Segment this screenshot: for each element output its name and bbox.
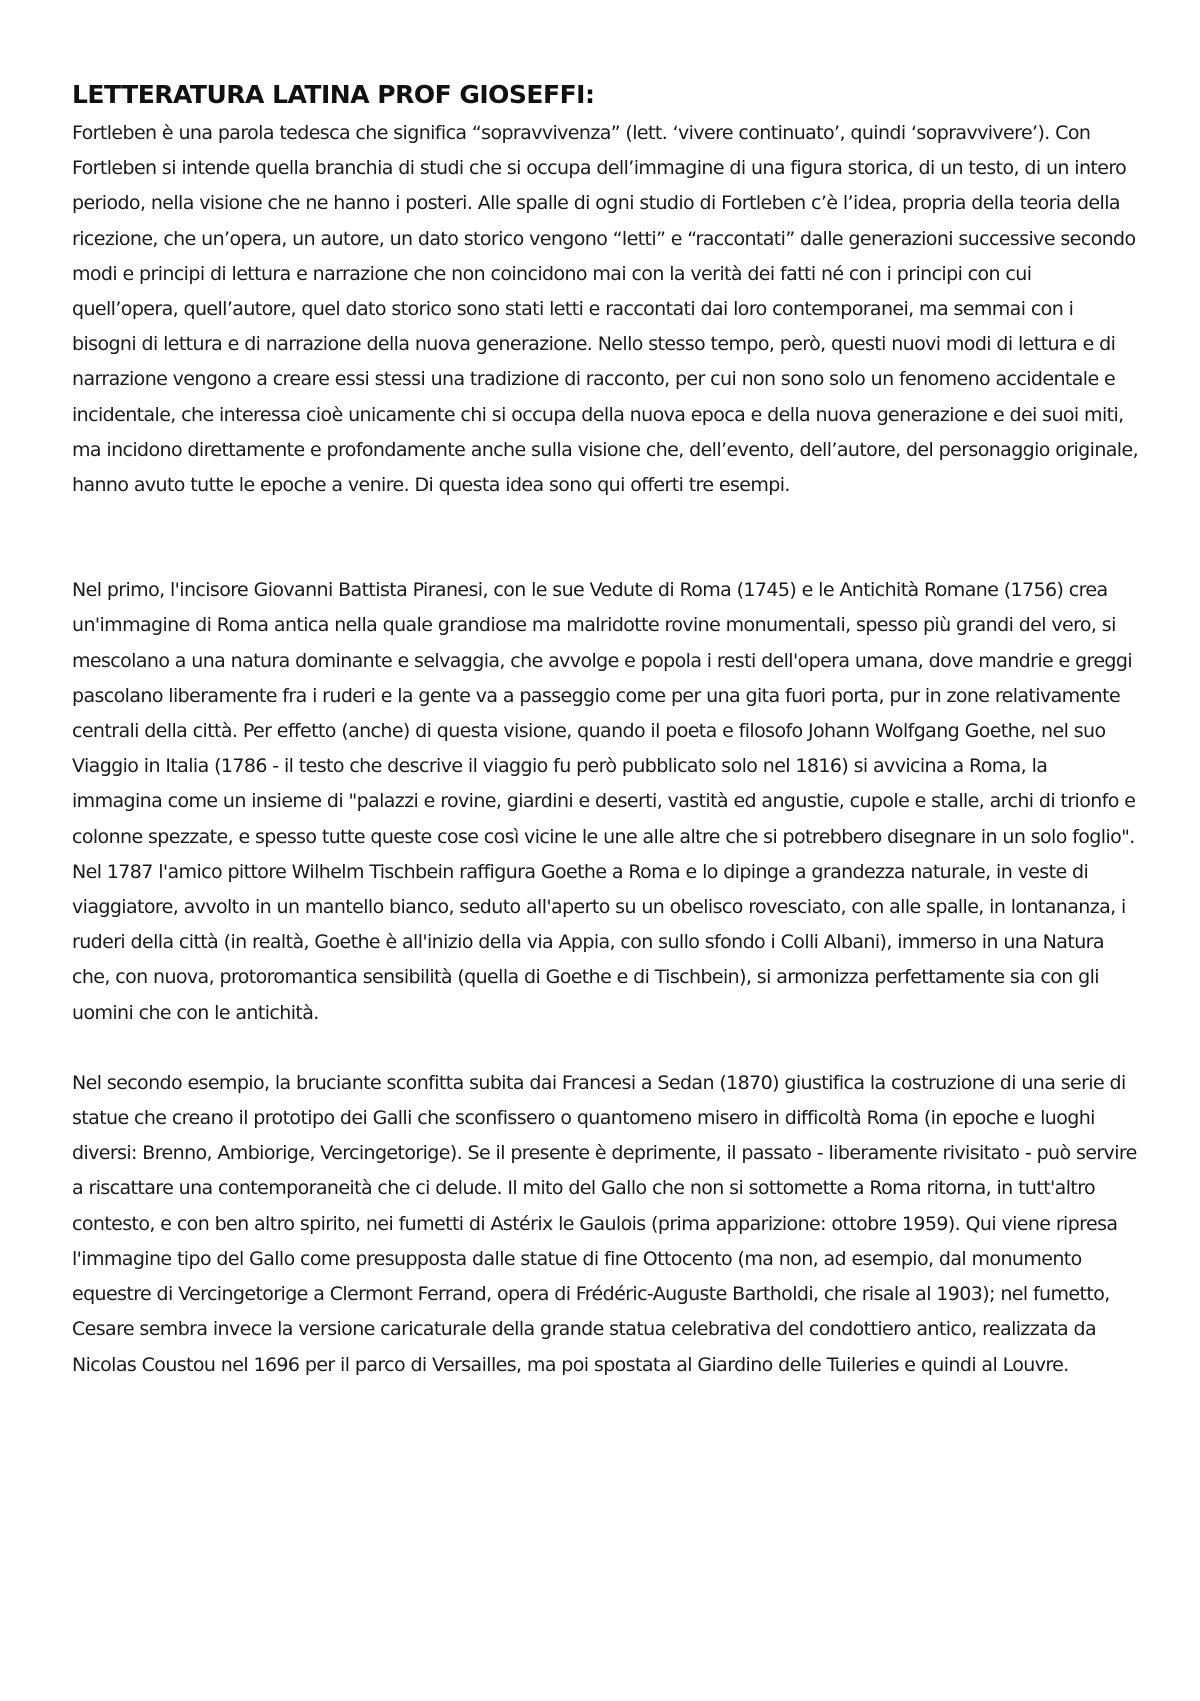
paragraph-piranesi-goethe: Nel primo, l'incisore Giovanni Battista Piranesi, con le sue Vedute di Roma (1745) e le Antichità Romane (1756) crea un'immagine di Roma antica nella quale grandiose ma malridotte rovine monumentali, spesso più grandi del vero, si mescolano a una natura dominante e selvaggia, che avvolge e popola i resti dell'opera umana, dove mandrie e greggi pascolano liberamente fra i ruderi e la gente va a passeggio come per una gita fuori porta, pur in zone relativamente centrali della città. Per effetto (anche) di questa visione, quando il poeta e filosofo Johann Wolfgang Goethe, nel suo Viaggio in Italia (1786 - il testo che descrive il viaggio fu però pubblicato solo nel 1816) si avvicina a Roma, la immagina come un insieme di "palazzi e rovine, giardini e deserti, vastità ed angustie, cupole e stalle, archi di trionfo e colonne spezzate, e spesso tutte queste cose così vicine le une alle altre che si potrebbero disegnare in un solo foglio". Nel 1787 l'amico pittore Wilhelm Tischbein raffigura Goethe a Roma e lo dipinge a grandezza naturale, in veste di viaggiatore, avvolto in un mantello bianco, seduto all'aperto su un obelisco rovesciato, con alle spalle, in lontananza, i ruderi della città (in realtà, Goethe è all'inizio della via Appia, con sullo sfondo i Colli Albani), immerso in una Natura che, con nuova, protoromantica sensibilità (quella di Goethe e di Tischbein), si armonizza perfettamente sia con gli uomini che con le antichità. [72,579,1136,1024]
paragraph-fortleben-intro: Fortleben è una parola tedesca che significa “sopravvivenza” (lett. ‘vivere continuato’, quindi ‘sopravvivere’). Con Fortleben si intende quella branchia di studi che si occupa dell’immagine di una figura storica, di un testo, di un intero periodo, nella visione che ne hanno i posteri. Alle spalle di ogni studio di Fortleben c’è l’idea, propria della teoria della ricezione, che un’opera, un autore, un dato storico vengono “letti” e “raccontati” dalle generazioni successive secondo modi e principi di lettura e narrazione che non coincidono mai con la verità dei fatti né con i principi con cui quell’opera, quell’autore, quel dato storico sono stati letti e raccontati dai loro contemporanei, ma semmai con i bisogni di lettura e di narrazione della nuova generazione. Nello stesso tempo, però, questi nuovi modi di lettura e di narrazione vengono a creare essi stessi una tradizione di racconto, per cui non sono solo un fenomeno accidentale e incidentale, che interessa cioè unicamente chi si occupa della nuova epoca e della nuova generazione e dei suoi miti, ma incidono direttamente e profondamente anche sulla visione che, dell’evento, dell’autore, del personaggio originale, hanno avuto tutte le epoche a venire. Di questa idea sono qui offerti tre esempi. [72,122,1139,497]
document-page [72,78,1140,1383]
paragraph-galli-asterix: Nel secondo esempio, la bruciante sconfitta subita dai Francesi a Sedan (1870) giustifica la costruzione di una serie di statue che creano il prototipo dei Galli che sconfissero o quantomeno misero in difficoltà Roma (in epoche e luoghi diversi: Brenno, Ambiorige, Vercingetorige). Se il presente è deprimente, il passato - liberamente rivisitato - può servire a riscattare una contemporaneità che ci delude. Il mito del Gallo che non si sottomette a Roma ritorna, in tutt'altro contesto, e con ben altro spirito, nei fumetti di Astérix le Gaulois (prima apparizione: ottobre 1959). Qui viene ripresa l'immagine tipo del Gallo come presupposta dalle statue di fine Ottocento (ma non, ad esempio, dal monumento equestre di Vercingetorige a Clermont Ferrand, opera di Frédéric-Auguste Bartholdi, che risale al 1903); nel fumetto, Cesare sembra invece la versione caricaturale della grande statua celebrativa del condottiero antico, realizzata da Nicolas Coustou nel 1696 per il parco di Versailles, ma poi spostata al Giardino delle Tuileries e quindi al Louvre. [72,1071,1137,1376]
document-title: LETTERATURA LATINA PROF GIOSEFFI: [72,80,595,109]
